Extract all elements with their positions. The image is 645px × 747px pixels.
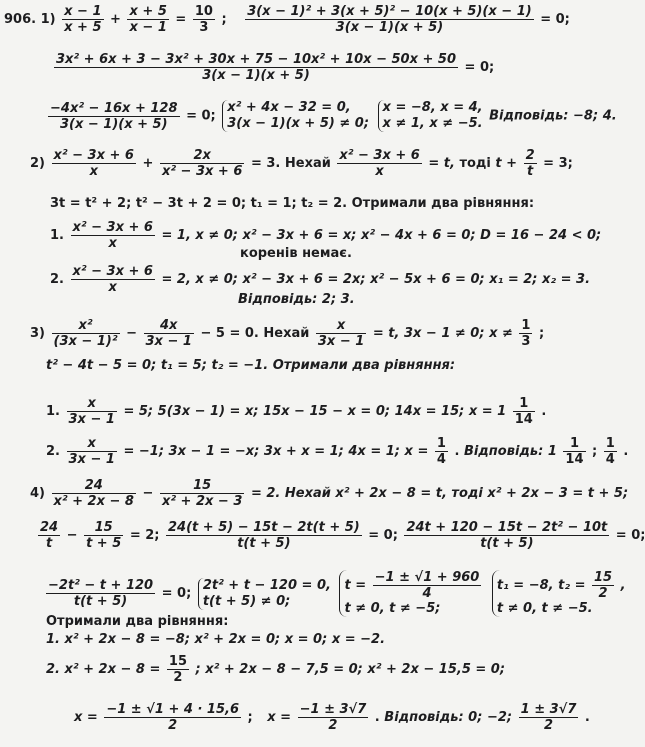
fraction: $\frac{1}{3}$ xyxy=(521,318,531,349)
fraction: $\frac{24}{t}$ xyxy=(40,520,59,551)
fraction: $\frac{\text{3(x − 1)² + 3(x + 5)² − 10(x + 5)(x − 1)}}{3(x - 1)(x + 5)}$ xyxy=(247,4,532,35)
fraction: $\frac{10}{3}$ xyxy=(194,4,213,35)
part-label: 4) xyxy=(30,486,45,501)
system: t₁ = −8, t₂ = $\frac{15}{2}$ , t ≠ 0, t ≠ −5. xyxy=(492,570,626,617)
fraction: $\frac{\text{−2t² − t + 120}}{t(t + 5)}$ xyxy=(48,578,154,609)
part1-line1: 906. 1) $\frac{x - 1}{x + 5}$ + $\frac{x + 5}{x - 1}$ = $\frac{10}{3}$ ; $\frac{\text{3(x − 1)² + 3(x + 5)² − 10(x + 5)(x − 1)}}{3(x - 1)(x + 5)}$ = 0; xyxy=(4,4,570,35)
part-label: 2) xyxy=(30,156,45,171)
fraction: $\frac{x}{3x - 1}$ xyxy=(68,436,115,467)
problem-number: 906. xyxy=(4,12,37,27)
fraction: $\frac{\text{x² − 3x + 6}}{x}$ xyxy=(72,220,153,251)
answer: Відповідь: 0; −2; xyxy=(384,710,513,725)
part2-case2: 2. $\frac{\text{x² − 3x + 6}}{x}$ = 2, x ≠ 0; x² − 3x + 6 = 2x; x² − 5x + 6 = 0; x₁ = 2; x₂ = 3. xyxy=(50,264,591,295)
part3-case2: 2. $\frac{x}{3x - 1}$ = −1; 3x − 1 = −x; 3x + x = 1; 4x = 1; x = $\frac{1}{4}$ . Відповідь: 1 $\frac{1}{14}$ ; $\frac{1}{4}$ . xyxy=(46,436,629,467)
part2-answer: Відповідь: 2; 3. xyxy=(238,292,355,307)
part-label: 1) xyxy=(40,12,56,27)
fraction: $\frac{\text{x² − 3x + 6}}{x}$ xyxy=(53,148,134,179)
part3-line2: t² − 4t − 5 = 0; t₁ = 5; t₂ = −1. Отримали два рівняння: xyxy=(46,358,456,373)
fraction: $\frac{15}{2}$ xyxy=(594,570,613,601)
part2-case1: 1. $\frac{\text{x² − 3x + 6}}{x}$ = 1, x ≠ 0; x² − 3x + 6 = x; x² − 4x + 6 = 0; D = 16 − 24 < 0; xyxy=(50,220,602,251)
part4-eq1: 1. x² + 2x − 8 = −8; x² + 2x = 0; x = 0; x = −2. xyxy=(46,632,386,647)
system: 2t² + t − 120 = 0, t(t + 5) ≠ 0; xyxy=(198,578,331,610)
fraction: $\frac{-1 \pm 3√7}{2}$ xyxy=(299,702,367,733)
part2-case1-note: коренів немає. xyxy=(240,246,352,261)
fraction: $\frac{-1 \pm √1 + 960}{4}$ xyxy=(374,570,480,601)
part2-line2: 3t = t² + 2; t² − 3t + 2 = 0; t₁ = 1; t₂ = 2. Отримали два рівняння: xyxy=(50,196,535,211)
fraction: $\frac{2}{t}$ xyxy=(525,148,535,179)
part4-roots: x = $\frac{-1 \pm √1 + 4 \cdot 15,6}{2}$ ; x = $\frac{-1 \pm 3√7}{2}$ . Відповідь: 0; −2; $\frac{1 \pm 3√7}{2}$ . xyxy=(74,702,590,733)
fraction: $\frac{15}{2}$ xyxy=(168,654,187,685)
fraction: $\frac{\text{x² − 3x + 6}}{x}$ xyxy=(339,148,420,179)
fraction: $\frac{24}{\text{x² + 2x − 8}}$ xyxy=(53,478,134,509)
fraction: $\frac{\text{x² − 3x + 6}}{x}$ xyxy=(72,264,153,295)
part4-got: Отримали два рівняння: xyxy=(46,614,229,629)
fraction: $\frac{24(t + 5) - 15t - 2t(t + 5)}{t(t + 5)}$ xyxy=(168,520,360,551)
part2-line1: 2) $\frac{\text{x² − 3x + 6}}{x}$ + $\frac{2x}{\text{x² − 3x + 6}}$ = 3. Нехай $\frac{\text{x² − 3x + 6}}{x}$ = t, тоді t + $\frac{2}{t}$ = 3; xyxy=(30,148,573,179)
fraction: $\frac{4x}{3x - 1}$ xyxy=(145,318,192,349)
fraction: $\frac{15}{\text{x² + 2x − 3}}$ xyxy=(161,478,243,509)
part4-line2: $\frac{24}{t}$ − $\frac{15}{t + 5}$ = 2; $\frac{24(t + 5) - 15t - 2t(t + 5)}{t(t + 5)}$ = 0; $\frac{\text{24t + 120 − 15t − 2t² − 10t}}{t(t + 5)}$ = 0; xyxy=(40,520,645,551)
fraction: $\frac{15}{t + 5}$ xyxy=(86,520,122,551)
part3-case1: 1. $\frac{x}{3x - 1}$ = 5; 5(3x − 1) = x; 15x − 15 − x = 0; 14x = 15; x = 1 $\frac{1}{14}$ . xyxy=(46,396,547,427)
system: x = −8, x = 4, x ≠ 1, x ≠ −5. xyxy=(378,100,483,132)
fraction: $\frac{x - 1}{x + 5}$ xyxy=(64,4,102,35)
answer: Відповідь: −8; 4. xyxy=(489,108,617,124)
system: x² + 4x − 32 = 0, 3(x − 1)(x + 5) ≠ 0; xyxy=(222,100,369,132)
fraction: $\frac{\text{−4x² − 16x + 128}}{3(x - 1)(x + 5)}$ xyxy=(50,100,178,132)
part3-line1: 3) $\frac{\text{x²}}{\text{(3x − 1)²}}$ − $\frac{4x}{3x - 1}$ − 5 = 0. Нехай $\frac{x}{3x - 1}$ = t, 3x − 1 ≠ 0; x ≠ $\frac{1}{3}$ ; xyxy=(30,318,545,349)
part-label: 3) xyxy=(30,326,45,341)
part4-line1: 4) $\frac{24}{\text{x² + 2x − 8}}$ − $\frac{15}{\text{x² + 2x − 3}}$ = 2. Нехай x² + 2x − 8 = t, тоді x² + 2x − 3 = t + 5; xyxy=(30,478,629,509)
fraction: $\frac{1}{14}$ xyxy=(514,396,533,427)
fraction: $\frac{\text{x²}}{\text{(3x − 1)²}}$ xyxy=(53,318,118,349)
fraction: $\frac{1 \pm 3√7}{2}$ xyxy=(520,702,577,733)
fraction: $\frac{x + 5}{x - 1}$ xyxy=(129,4,167,35)
fraction: $\frac{x}{3x - 1}$ xyxy=(68,396,115,427)
fraction: $\frac{1}{4}$ xyxy=(436,436,446,467)
system: t = $\frac{-1 \pm √1 + 960}{4}$ t ≠ 0, t ≠ −5; xyxy=(339,570,483,617)
fraction: $\frac{x}{3x - 1}$ xyxy=(317,318,365,349)
part4-eq2: 2. x² + 2x − 8 = $\frac{15}{2}$ ; x² + 2x − 8 − 7,5 = 0; x² + 2x − 15,5 = 0; xyxy=(46,654,506,685)
fraction: $\frac{\text{24t + 120 − 15t − 2t² − 10t}}{t(t + 5)}$ xyxy=(406,520,608,551)
fraction: $\frac{1}{14}$ xyxy=(565,436,584,467)
fraction: $\frac{1}{4}$ xyxy=(605,436,615,467)
fraction: $\frac{-1 \pm √1 + 4 \cdot 15,6}{2}$ xyxy=(106,702,239,733)
part1-line3: $\frac{\text{−4x² − 16x + 128}}{3(x - 1)(x + 5)}$ = 0; x² + 4x − 32 = 0, 3(x − 1)(x + 5) ≠ 0; x = −8, x = 4, x ≠ 1, x ≠ −5. Відповідь: −8; 4. xyxy=(50,100,617,132)
part4-line3: $\frac{\text{−2t² − t + 120}}{t(t + 5)}$ = 0; 2t² + t − 120 = 0, t(t + 5) ≠ 0; t = $\frac{-1 \pm √1 + 960}{4}$ t ≠ 0, t ≠ −5; t₁ = −8, t₂ = $\frac{15}{2}$ , t ≠ 0, t ≠ −5. xyxy=(48,570,626,616)
fraction: $\frac{2x}{\text{x² − 3x + 6}}$ xyxy=(161,148,243,179)
part1-line2: $\frac{\text{3x² + 6x + 3 − 3x² + 30x + 75 − 10x² + 10x − 50x + 50}}{3(x - 1)(x + 5)}$ = 0; xyxy=(56,52,495,83)
fraction: $\frac{\text{3x² + 6x + 3 − 3x² + 30x + 75 − 10x² + 10x − 50x + 50}}{3(x - 1)(x + 5)}$ xyxy=(56,52,457,83)
